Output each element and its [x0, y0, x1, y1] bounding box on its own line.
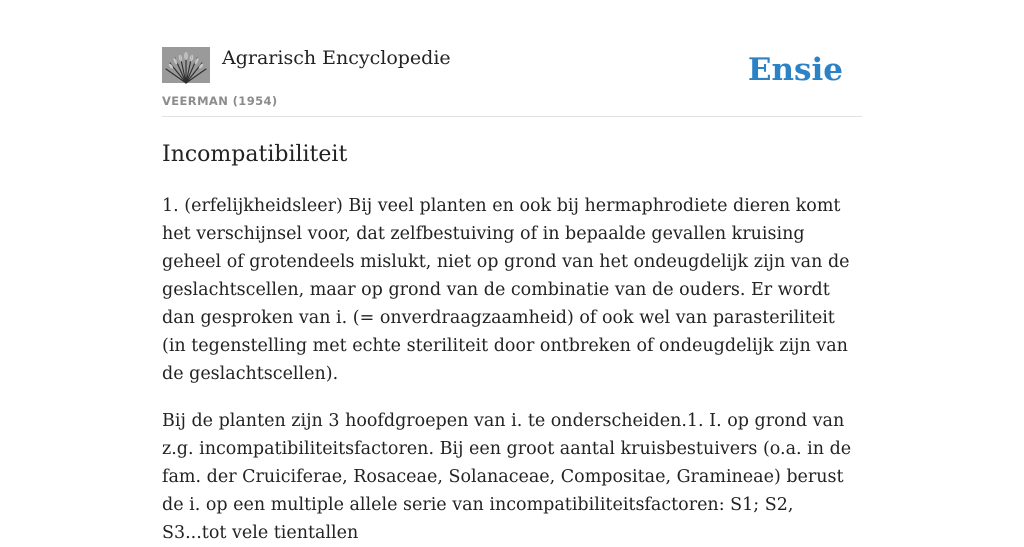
article-paragraph: Bij de planten zijn 3 hoofdgroepen van i. te onderscheiden.1. I. op grond van z.g. incompatibiliteitsfactoren. Bij een groot aantal kruisbestuivers (o.a. in de fam. der Cruiciferae, Rosaceae, Solanaceae, Compositae, Gramineae) berust de i. op een multiple allele serie van incompatibiliteitsfactoren: S1; S2, S3...tot vele tientallen	[162, 411, 852, 543]
author-year-label: VEERMAN (1954)	[162, 94, 278, 108]
brand-logo-link[interactable]: Ensie	[747, 52, 843, 88]
publication-title[interactable]: Agrarisch Encyclopedie	[222, 47, 451, 69]
article-paragraph: 1. (erfelijkheidsleer) Bij veel planten en ook bij hermaphrodiete dieren komt het verschijnsel voor, dat zelfbestuiving of in bepaalde gevallen kruising geheel of grotendeels mislukt, niet op grond van het ondeugdelijk zijn van de geslachtscellen, maar op grond van de combinatie van de ouders. Er wordt dan gesproken van i. (= onverdraagzaamheid) of ook wel van parasteriliteit (in tegenstelling met echte steriliteit door ontbreken of ondeugdelijk zijn van de geslachtscellen).	[162, 196, 850, 384]
publication-header	[162, 0, 862, 117]
article-title: Incompatibiliteit	[162, 142, 348, 167]
page	[162, 0, 862, 543]
wheat-sheaf-icon[interactable]	[162, 47, 210, 83]
